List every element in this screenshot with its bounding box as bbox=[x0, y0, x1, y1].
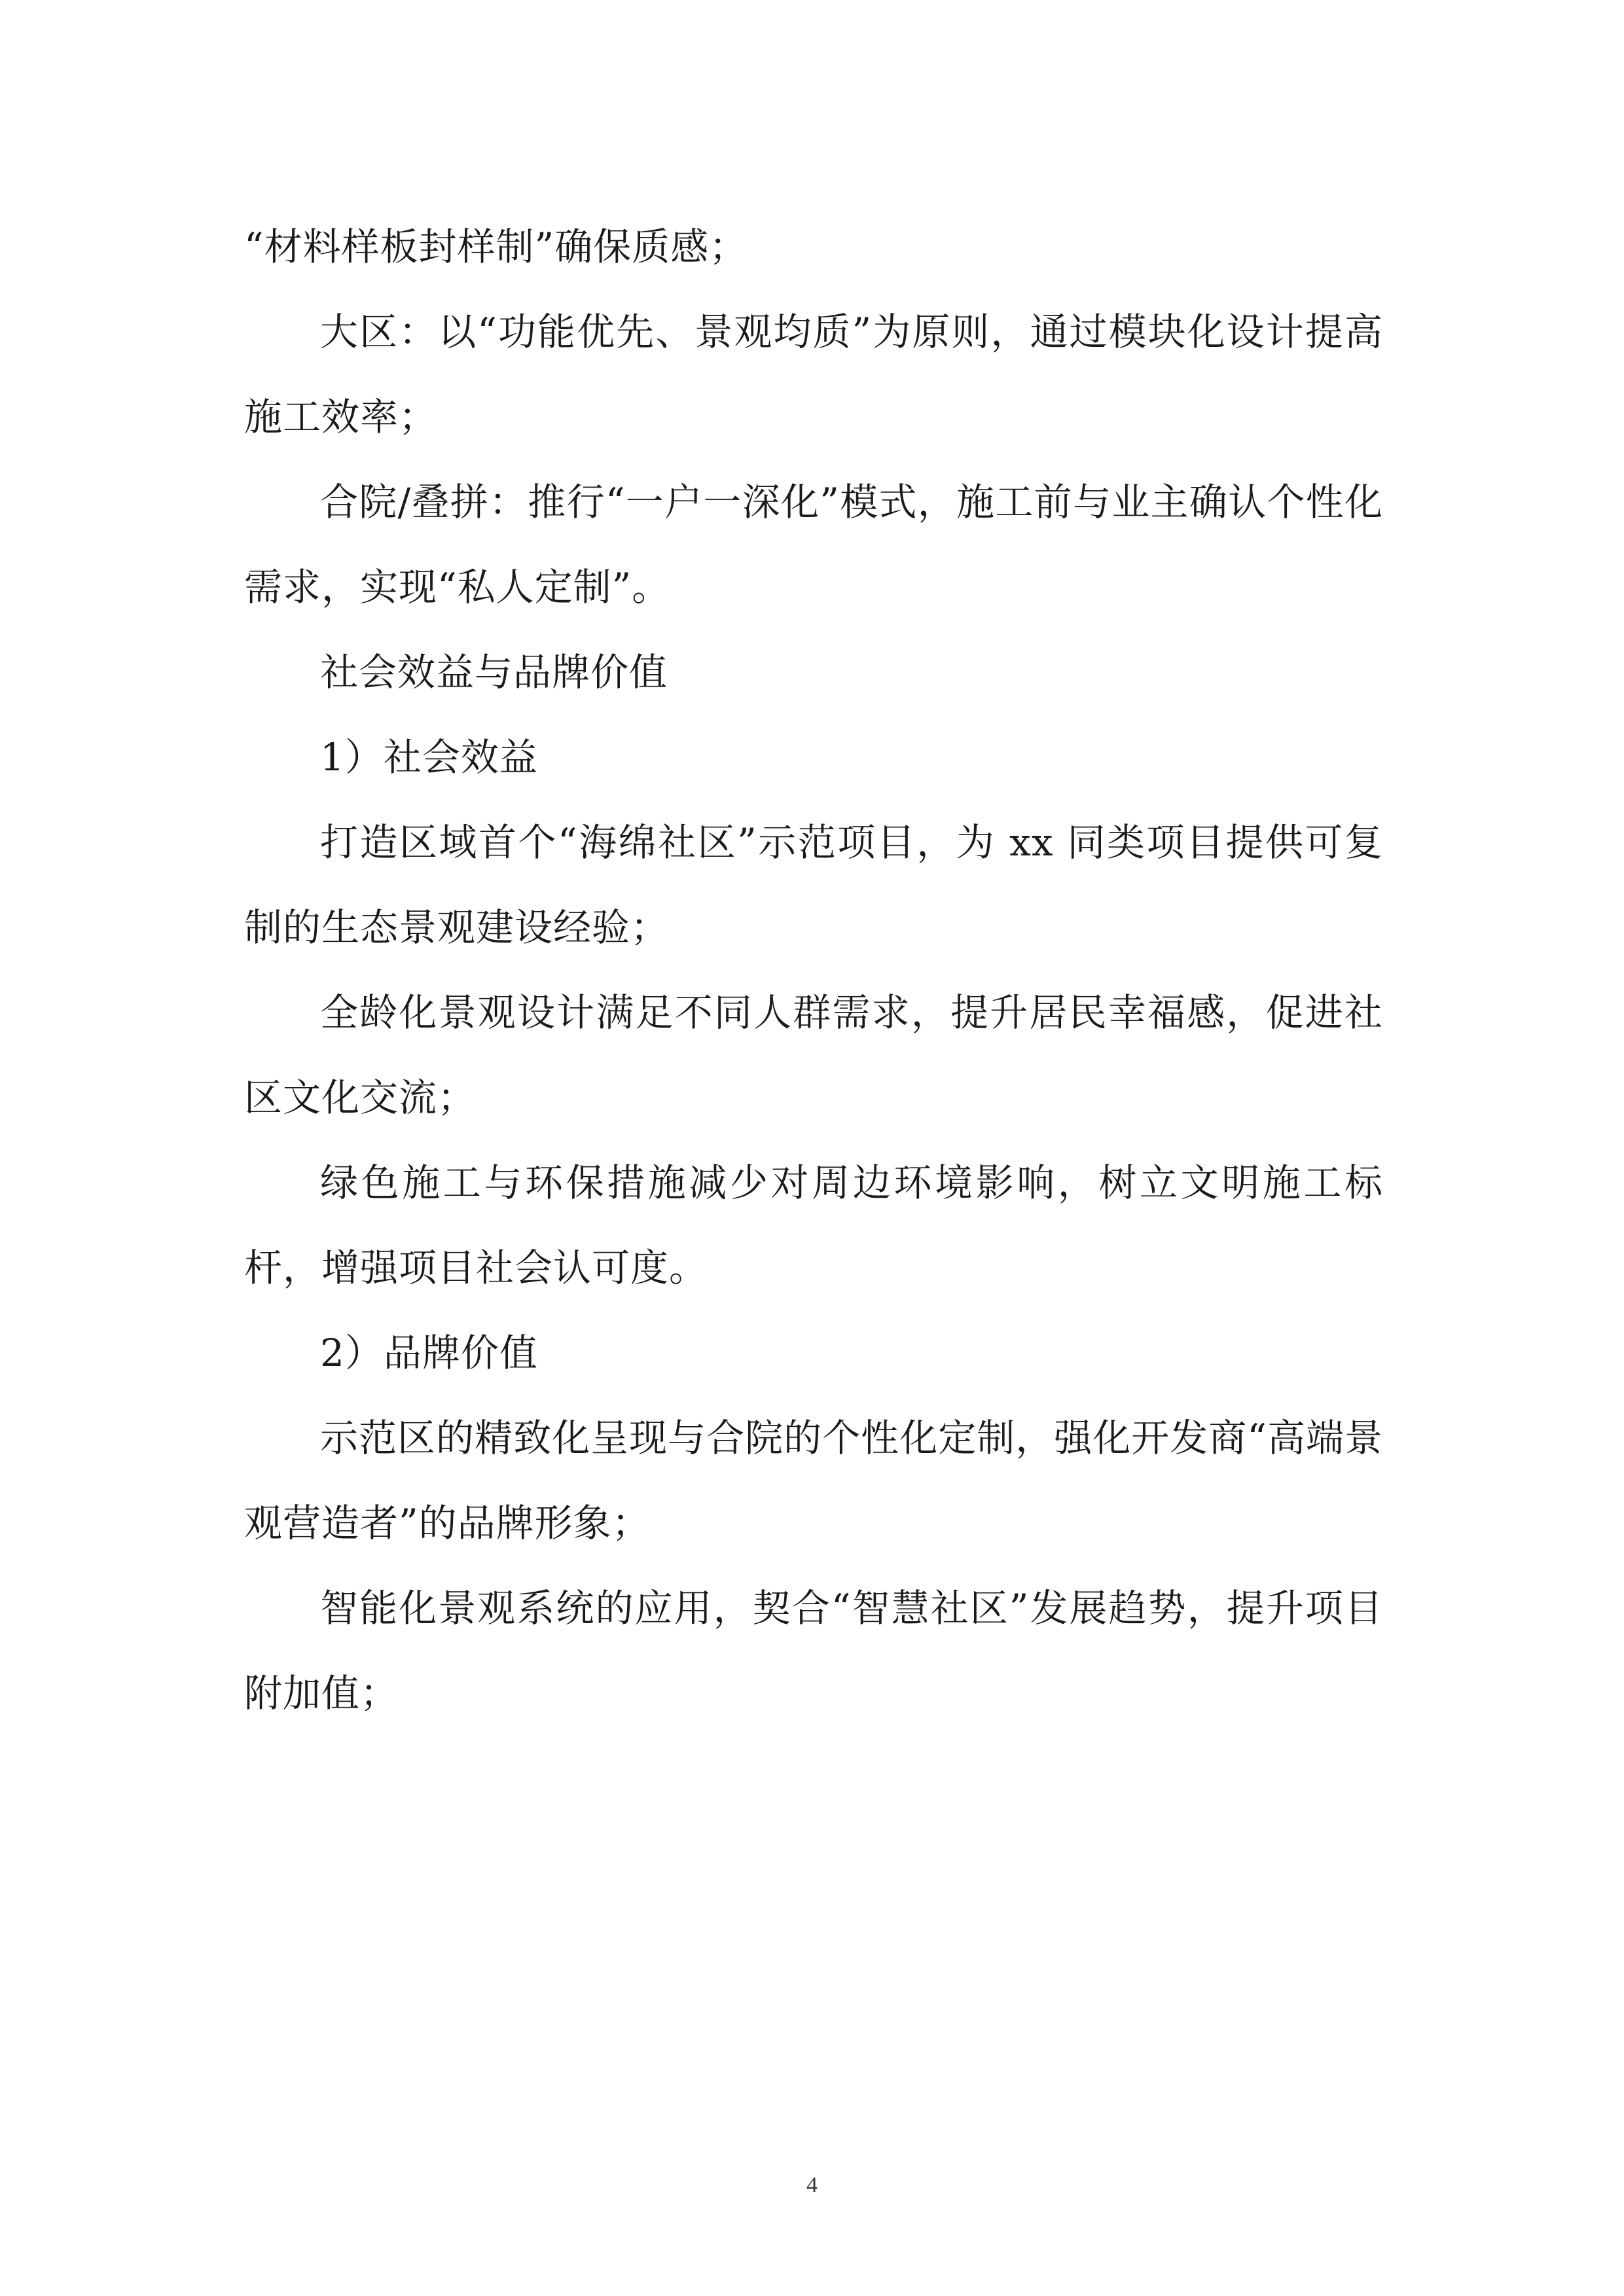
paragraph-smart-landscape: 智能化景观系统的应用，契合“智慧社区”发展趋势，提升项目附加值； bbox=[244, 1586, 1383, 1715]
paragraph-large-zone: 大区：以“功能优先、景观均质”为原则，通过模块化设计提高施工效率； bbox=[244, 310, 1383, 439]
subheading-social-benefit: 1）社会效益 bbox=[320, 735, 538, 780]
page-number: 4 bbox=[806, 2173, 818, 2197]
body-text bbox=[244, 204, 1383, 1736]
paragraph-demo-zone: 示范区的精致化呈现与合院的个性化定制，强化开发商“高端景观营造者”的品牌形象； bbox=[244, 1416, 1383, 1545]
paragraph-continuation: “材料样板封样制”确保质感； bbox=[244, 224, 748, 269]
paragraph-green-construction: 绿色施工与环保措施减少对周边环境影响，树立文明施工标杆，增强项目社会认可度。 bbox=[244, 1160, 1383, 1290]
paragraph-sponge-community: 打造区域首个“海绵社区”示范项目，为 xx 同类项目提供可复制的生态景观建设经验； bbox=[244, 820, 1383, 950]
subheading-brand-value: 2）品牌价值 bbox=[320, 1331, 538, 1375]
section-heading-social-brand: 社会效益与品牌价值 bbox=[320, 650, 668, 694]
paragraph-all-age-design: 全龄化景观设计满足不同人群需求，提升居民幸福感，促进社区文化交流； bbox=[244, 990, 1383, 1120]
paragraph-courtyard: 合院/叠拼：推行“一户一深化”模式，施工前与业主确认个性化需求，实现“私人定制”。 bbox=[244, 480, 1383, 609]
